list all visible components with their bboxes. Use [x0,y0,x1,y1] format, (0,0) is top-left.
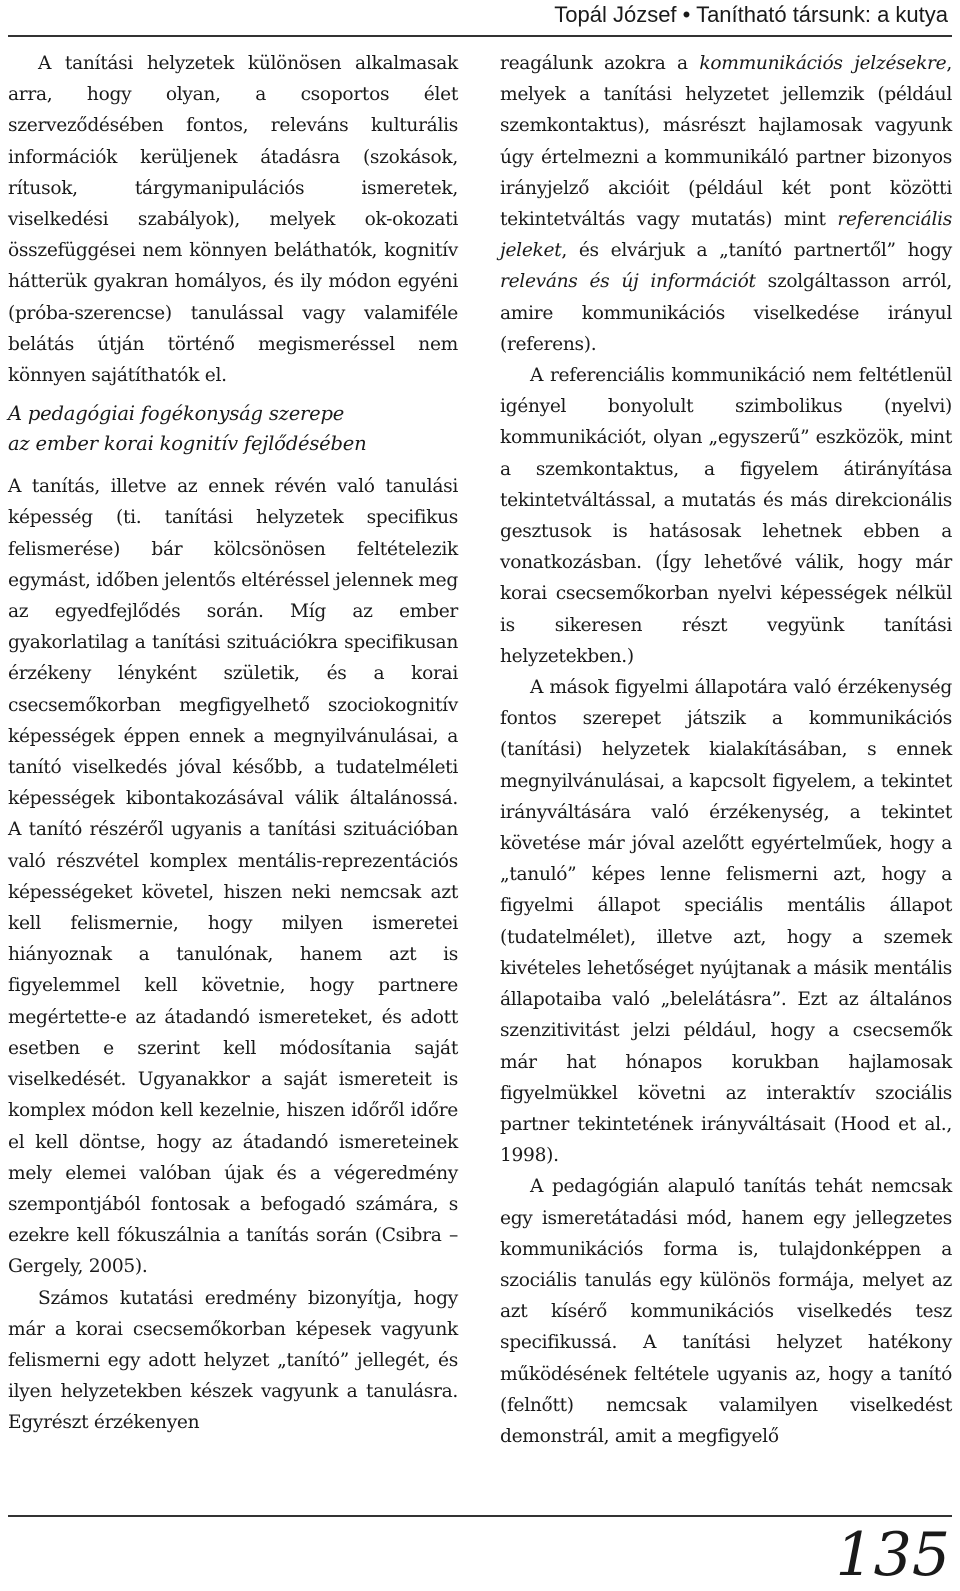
right-column [500,48,952,1452]
body-paragraph: A tanítási helyzetek különösen alkalmasak arra, hogy olyan, a csoportos élet szerveződésében fontos, releváns kulturális információk kerüljenek átadásra (szokások, rítusok, tárgymanipulációs ismeretek, viselkedési szabályok), melyek ok-okozati összefüggései nem könnyen beláthatók, kognitív hátterük gyakran homályos, és ily módon egyéni (próba-szerencse) tanulással vagy valamiféle belátás útján történő megismeréssel nem könnyen sajátíthatók el. [8,53,458,387]
text-run: , melyek a tanítási helyzetet jellemzik (például szemkontaktus), másrészt hajlamosak vagyunk úgy értelmezni a kommunikáló partner bizonyos irányjelző akcióit (például két pont közötti tekintetváltás vagy mutatás) mint [500,53,952,231]
body-paragraph: Számos kutatási eredmény bizonyítja, hogy már a korai csecsemőkorban képesek vagyunk felismerni egy adott helyzet „tanító” jellegét, és ilyen helyzetekben készek vagyunk a tanulásra. Egyrészt érzékenyen [8,1287,458,1434]
body-paragraph [500,48,952,360]
body-paragraph: A pedagógián alapuló tanítás tehát nemcsak egy ismeretátadási mód, hanem egy jellegzetes kommunikációs forma is, tulajdonképpen a szociális tanulás egy különös formája, melyet az azt kísérő kommunikációs viselkedés tesz specifikussá. A tanítási helyzet hatékony működésének feltétele ugyanis az, hogy a tanító (felnőtt) nemcsak valamilyen viselkedést demonstrál, amit a megfigyelő [500,1176,952,1447]
emphasized-term: kommunikációs jelzésekre [699,53,947,74]
emphasized-term: releváns és új információt [500,271,756,293]
section-heading [8,399,458,459]
section-heading-line: A pedagógiai fogékonyság szerepe [8,402,345,426]
footer-divider [8,1515,952,1517]
left-column [8,48,458,1439]
emphasized-term: referenciális jeleket [500,209,952,262]
text-run: , és elvárjuk a „tanító partnertől” hogy [561,240,952,262]
text-run: reagálunk azokra a [500,53,700,74]
text-run: szolgáltasson arról, amire kommunikációs viselkedése irányul (referens). [500,271,952,355]
section-heading-line: az ember korai kognitív fejlődésében [8,432,367,456]
page-number: 135 [835,1520,950,1590]
body-paragraph: A mások figyelmi állapotára való érzékenység fontos szerepet játszik a kommunikációs (tanítási) helyzetek kialakításában, s ennek megnyilvánulásai, a kapcsolt figyelem, a tekintet irányváltására való érzékenység, a tekintet követése már jóval azelőtt egyértelműek, hogy a „tanuló” képes lenne felismerni azt, hogy a figyelmi állapot speciális mentális állapot (tudatelmélet), illetve azt, hogy a szemek kivételes lehetőséget nyújtanak a másik mentális állapotaiba való „belelátásra”. Ezt az általános szenzitivitást jelzi például, hogy a csecsemők már hat hónapos korukban hajlamosak figyelmükkel követni az interaktív szociális partner tekintetének irányváltásait (Hood et al., 1998). [500,677,952,1167]
body-paragraph: A tanítás, illetve az ennek révén való tanulási képesség (ti. tanítási helyzetek specifikus felismerése) bár kölcsönösen feltételezik egymást, időben jelentős eltéréssel jelennek meg az egyedfejlődés során. Míg az ember gyakorlatilag a tanítási szituációkra specifikusan érzékeny lényként születik, és a korai csecsemőkorban megfigyelhető szociokognitív képességek éppen ennek a megnyilvánulásai, a tanító viselkedés jóval később, a tudatelméleti képességek kibontakozásával válik általánossá. A tanító részéről ugyanis a tanítási szituációban való részvétel komplex mentális-reprezentációs képességeket követel, hiszen neki nemcsak azt kell felismernie, hogy milyen ismeretei hiányoznak a tanulónak, hanem azt is figyelemmel kell követnie, hogy partnere megértette-e az átadandó ismereteket, és adott esetben e szerint kell módosítania saját viselkedését. Ugyanakkor a saját ismereteit is komplex módon kell kezelnie, hiszen időről időre el kell döntse, hogy az átadandó ismereteinek mely elemei valóban újak és a végeredmény szempontjából fontosak a befogadó számára, s ezekre kell fókuszálnia a tanítás során (Csibra – Gergely, 2005). [8,476,458,1278]
body-paragraph: A referenciális kommunikáció nem feltétlenül igényel bonyolult szimbolikus (nyelvi) kommunikációt, olyan „egyszerű” eszközök, mint a szemkontaktus, a figyelem átirányítása tekintetváltással, a mutatás és más direkcionális gesztusok is hatásosak lehetnek ebben a vonatkozásban. (Így lehetővé válik, hogy már korai csecsemőkorban nyelvi képességek nélkül is sikeresen részt vegyünk tanítási helyzetekben.) [500,365,952,667]
running-header: Topál József • Tanítható társunk: a kutya [554,2,948,27]
header-divider [8,35,952,37]
